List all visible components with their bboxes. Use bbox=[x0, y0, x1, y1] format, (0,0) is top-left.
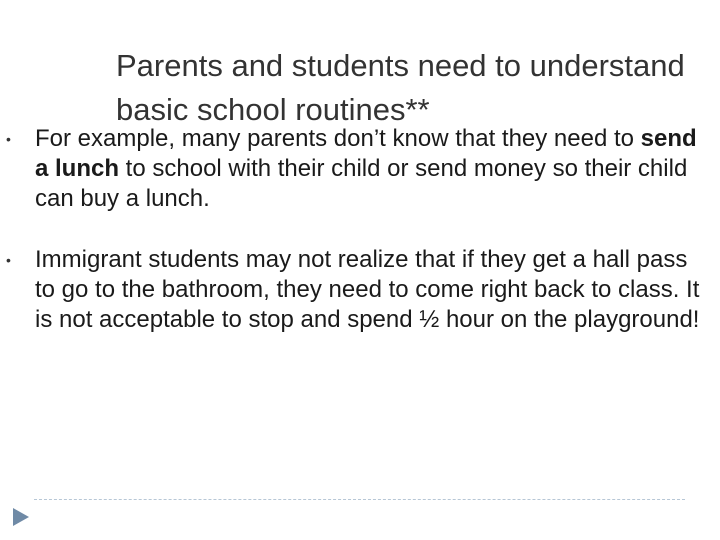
bullet-item-hall-pass bbox=[6, 245, 710, 335]
bullet-text-start: Immigrant students may not realize that if they get a hall pass to go to the bathroom, they need to come right back to class. It is not acceptable to stop and spend ½ hour on the playground! bbox=[35, 246, 700, 333]
bullet-point-icon: • bbox=[6, 252, 11, 268]
bullet-item-lunch bbox=[6, 124, 710, 214]
bullet-text bbox=[35, 124, 710, 214]
footer-divider bbox=[34, 499, 685, 500]
bullet-text-end: to school with their child or send money so their child can buy a lunch. bbox=[35, 155, 688, 212]
slide-title: Parents and students need to understand basic school routines** bbox=[116, 48, 685, 127]
bullet-text-emphasis: send a lunch bbox=[35, 125, 697, 182]
bullet-text bbox=[35, 245, 710, 335]
bullet-list bbox=[6, 124, 710, 366]
bullet-point-icon: • bbox=[6, 131, 11, 147]
play-arrow-shape bbox=[13, 508, 29, 526]
bullet-text-start: For example, many parents don’t know that they need to bbox=[35, 125, 641, 152]
play-arrow-icon bbox=[10, 506, 32, 528]
